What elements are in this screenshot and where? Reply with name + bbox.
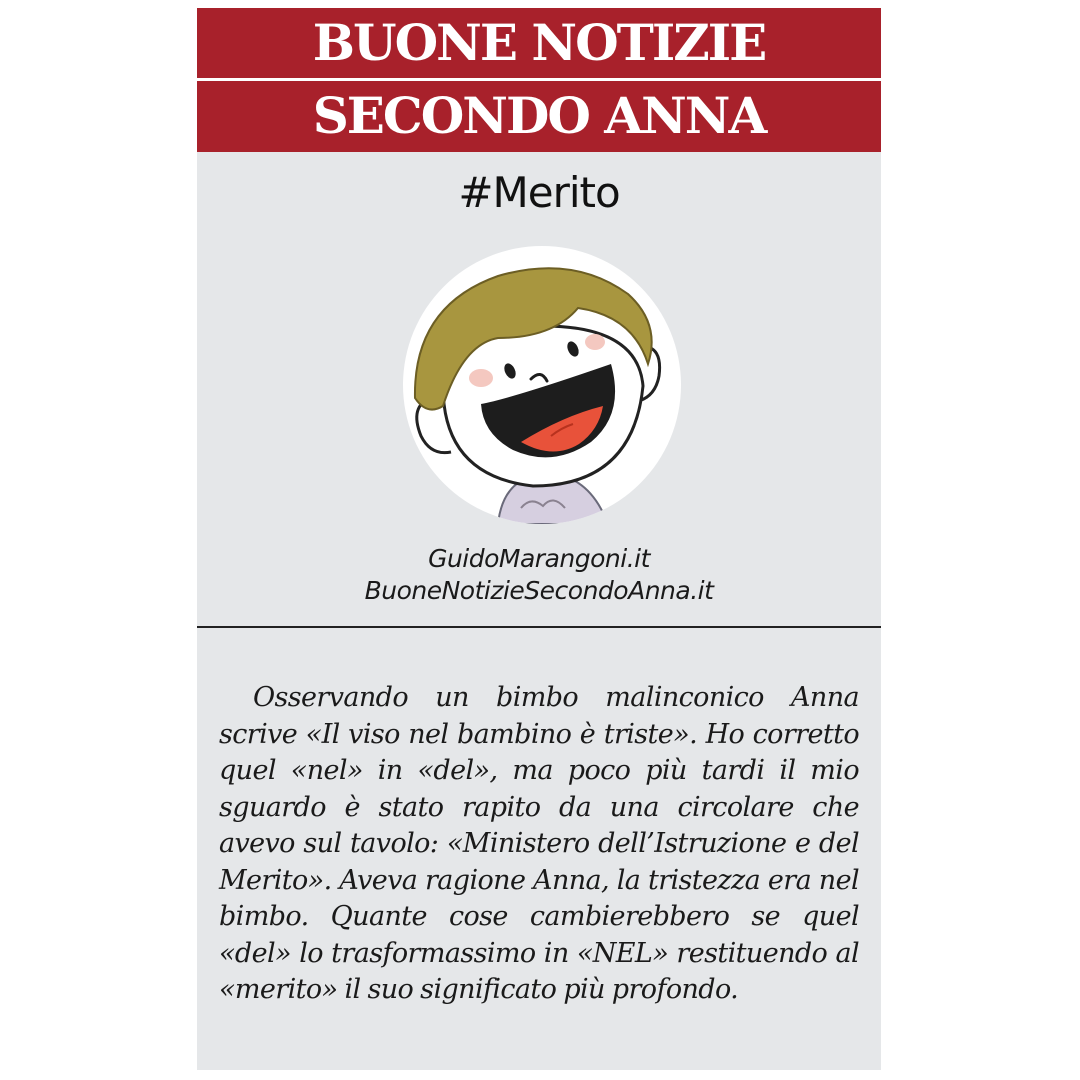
hashtag-heading: #Merito bbox=[458, 168, 620, 217]
site-link-guidomarangoni: GuidoMarangoni.it bbox=[428, 544, 650, 573]
author-links bbox=[197, 543, 881, 607]
avatar bbox=[403, 246, 681, 524]
column-title-line1: BUONE NOTIZIE bbox=[197, 8, 881, 78]
column-title-line2: SECONDO ANNA bbox=[197, 81, 881, 152]
article-body: Osservando un bimbo malinconico Anna scrive «Il viso nel bambino è triste». Ho corretto quel «nel» in «del», ma poco più tardi il mio sguardo è stato rapito da una circolare che avevo sul tavolo: «Ministero dell’Istruzione e del Merito». Aveva ragione Anna, la tristezza era nel bimbo. Quante cose cambierebbero se quel «del» lo trasformassimo in «NEL» restituendo al «merito» il suo significato più profondo. bbox=[219, 682, 859, 1005]
site-link-buonenotizie: BuoneNotizieSecondoAnna.it bbox=[364, 576, 714, 605]
section-divider bbox=[197, 626, 881, 628]
column-card bbox=[197, 8, 881, 1070]
smiling-child-cartoon-icon bbox=[403, 246, 681, 524]
